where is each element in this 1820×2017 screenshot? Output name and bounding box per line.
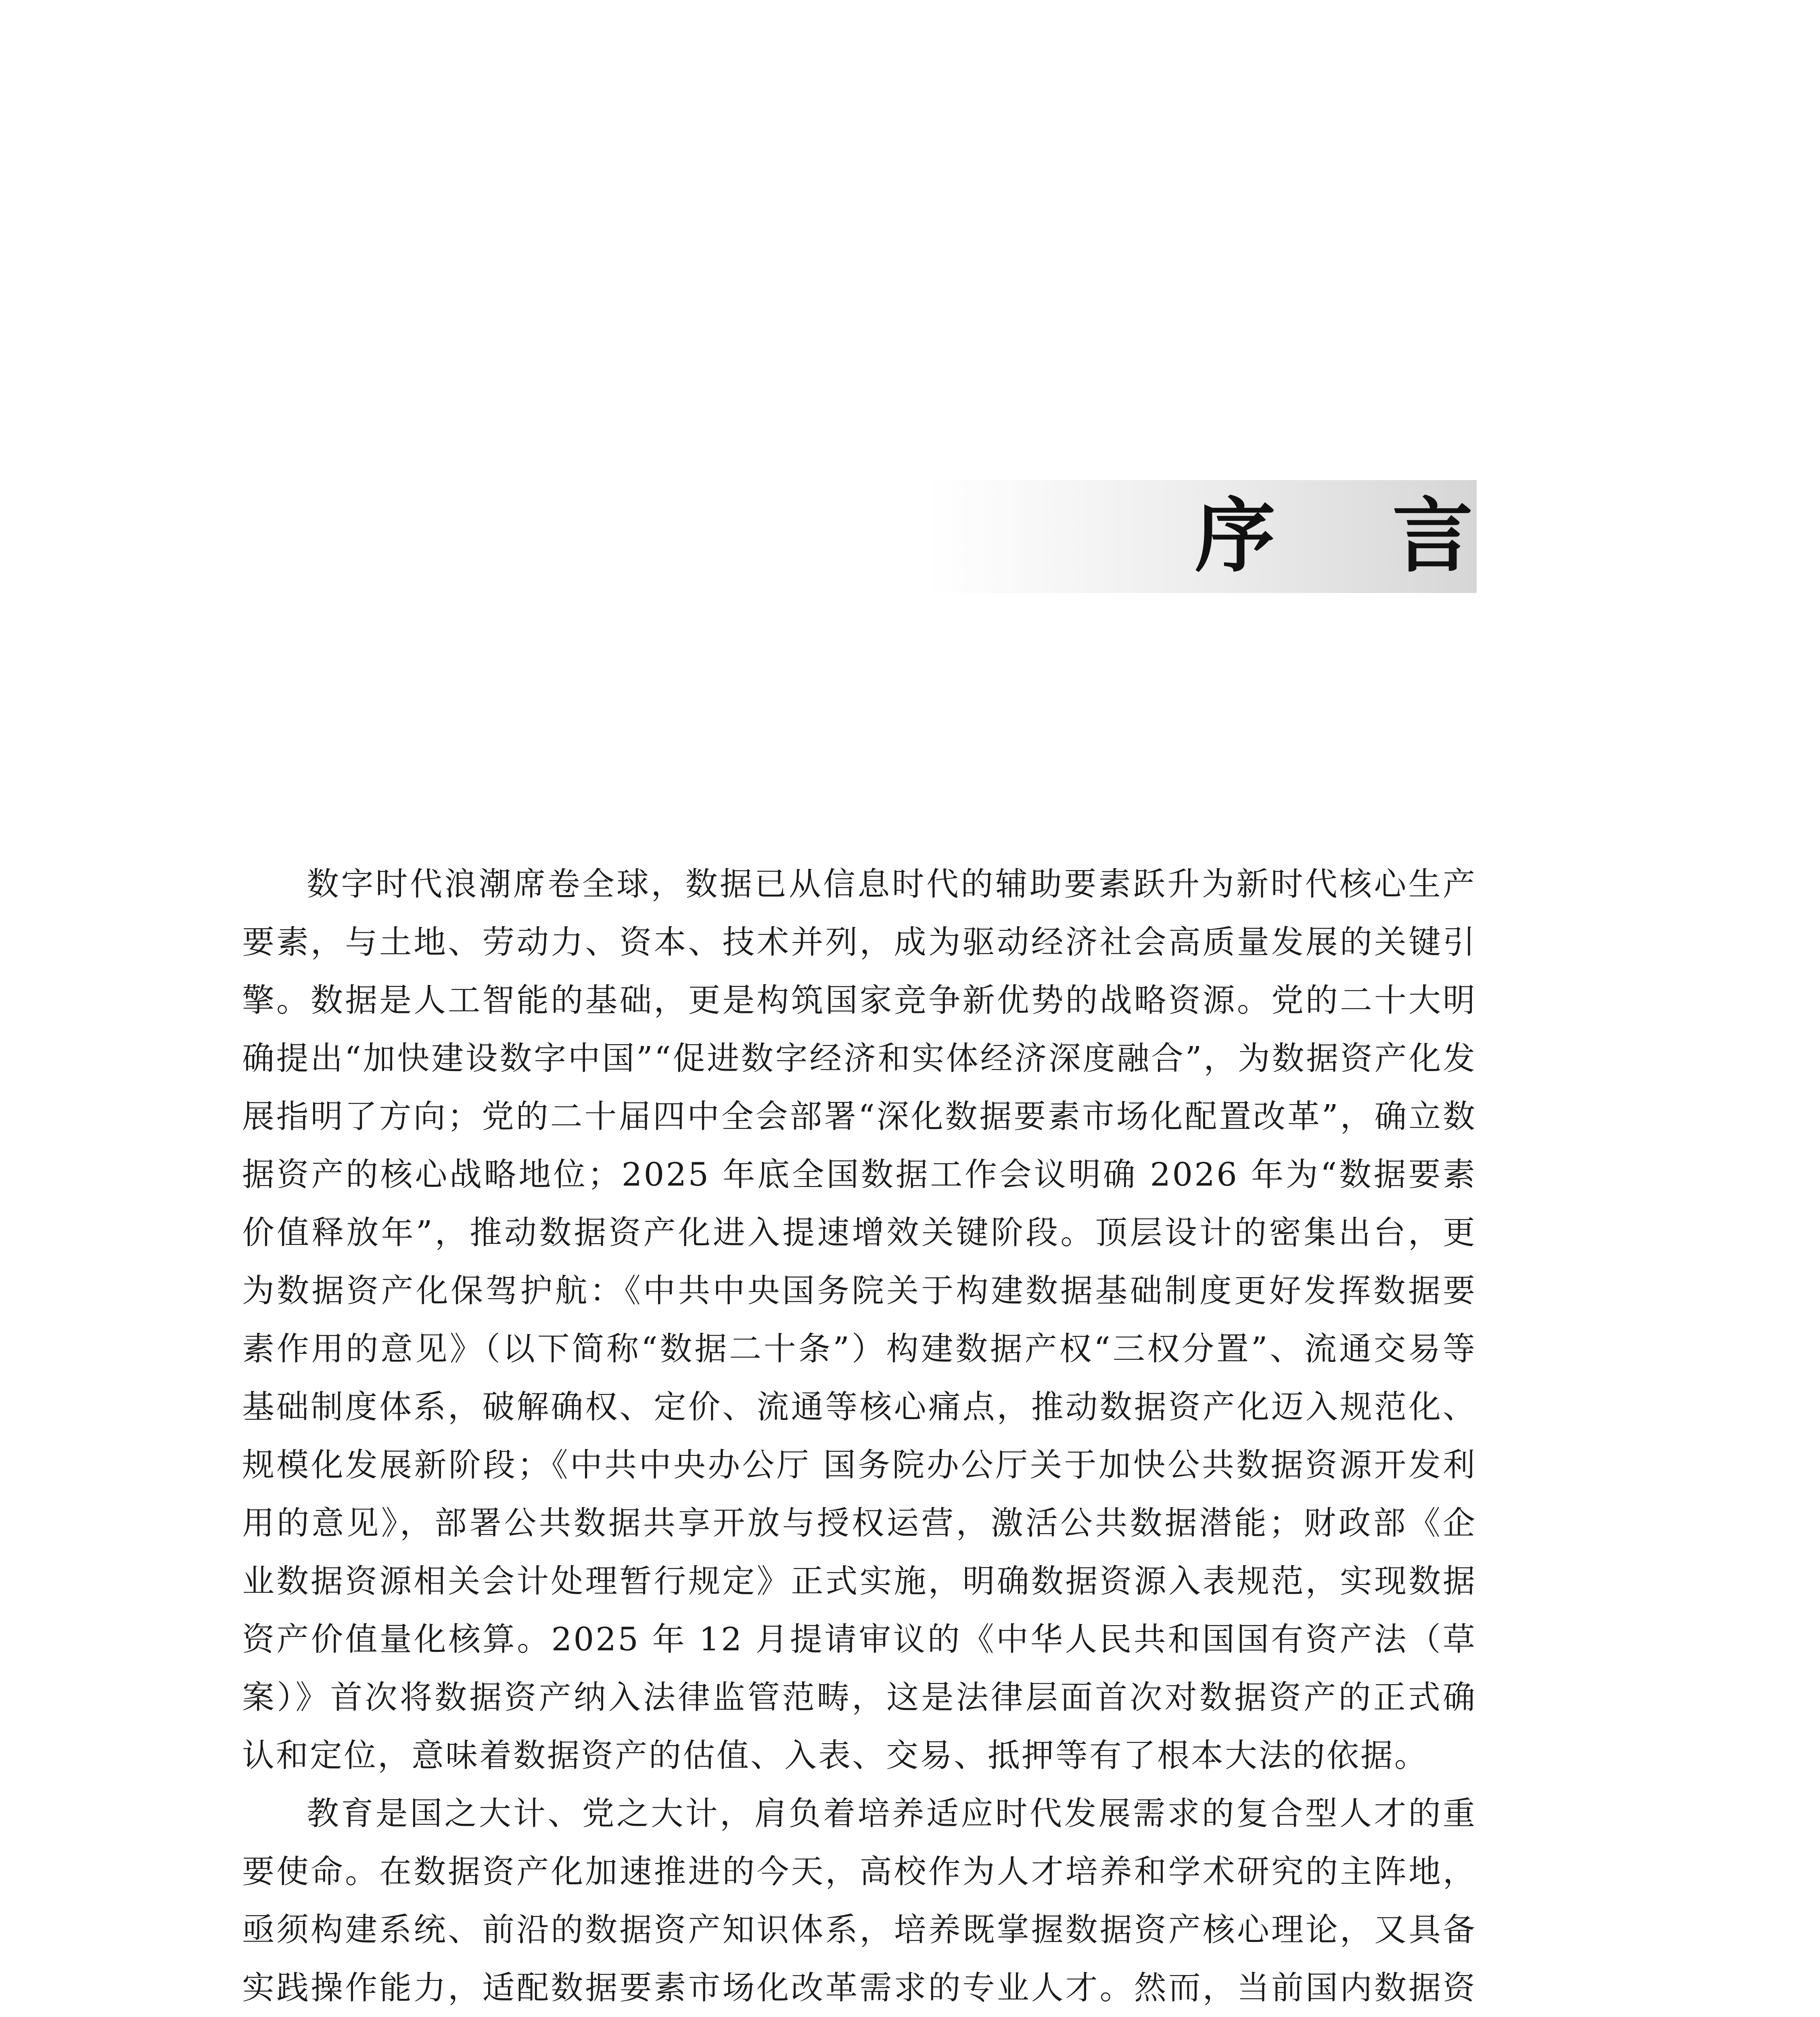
page-title: 序 言 bbox=[1195, 489, 1517, 583]
body-text bbox=[242, 855, 1477, 2017]
paragraph-1: 数字时代浪潮席卷全球，数据已从信息时代的辅助要素跃升为新时代核心生产要素，与土地、劳动力、资本、技术并列，成为驱动经济社会高质量发展的关键引擎。数据是人工智能的基础，更是构筑国家竞争新优势的战略资源。党的二十大明确提出“加快建设数字中国”“促进数字经济和实体经济深度融合”，为数据资产化发展指明了方向；党的二十届四中全会部署“深化数据要素市场化配置改革”，确立数据资产的核心战略地位；2025 年底全国数据工作会议明确 2026 年为“数据要素价值释放年”，推动数据资产化进入提速增效关键阶段。顶层设计的密集出台，更为数据资产化保驾护航：《中共中央国务院关于构建数据基础制度更好发挥数据要素作用的意见》（以下简称“数据二十条”）构建数据产权“三权分置”、流通交易等基础制度体系，破解确权、定价、流通等核心痛点，推动数据资产化迈入规范化、规模化发展新阶段；《中共中央办公厅 国务院办公厅关于加快公共数据资源开发利用的意见》，部署公共数据共享开放与授权运营，激活公共数据潜能；财政部《企业数据资源相关会计处理暂行规定》正式实施，明确数据资源入表规范，实现数据资产价值量化核算。2025 年 12 月提请审议的《中华人民共和国国有资产法（草案）》首次将数据资产纳入法律监管范畴，这是法律层面首次对数据资产的正式确认和定位，意味着数据资产的估值、入表、交易、抵押等有了根本大法的依据。 bbox=[242, 865, 1477, 1774]
paragraph-2: 教育是国之大计、党之大计，肩负着培养适应时代发展需求的复合型人才的重要使命。在数据资产化加速推进的今天，高校作为人才培养和学术研究的主阵地，亟须构建系统、前沿的数据资产知识体系，培养既掌握数据资产核心理论，又具备实践操作能力，适配数据要素市场化改革需求的专业人才。然而，当前国内数据资 bbox=[242, 1795, 1477, 2007]
